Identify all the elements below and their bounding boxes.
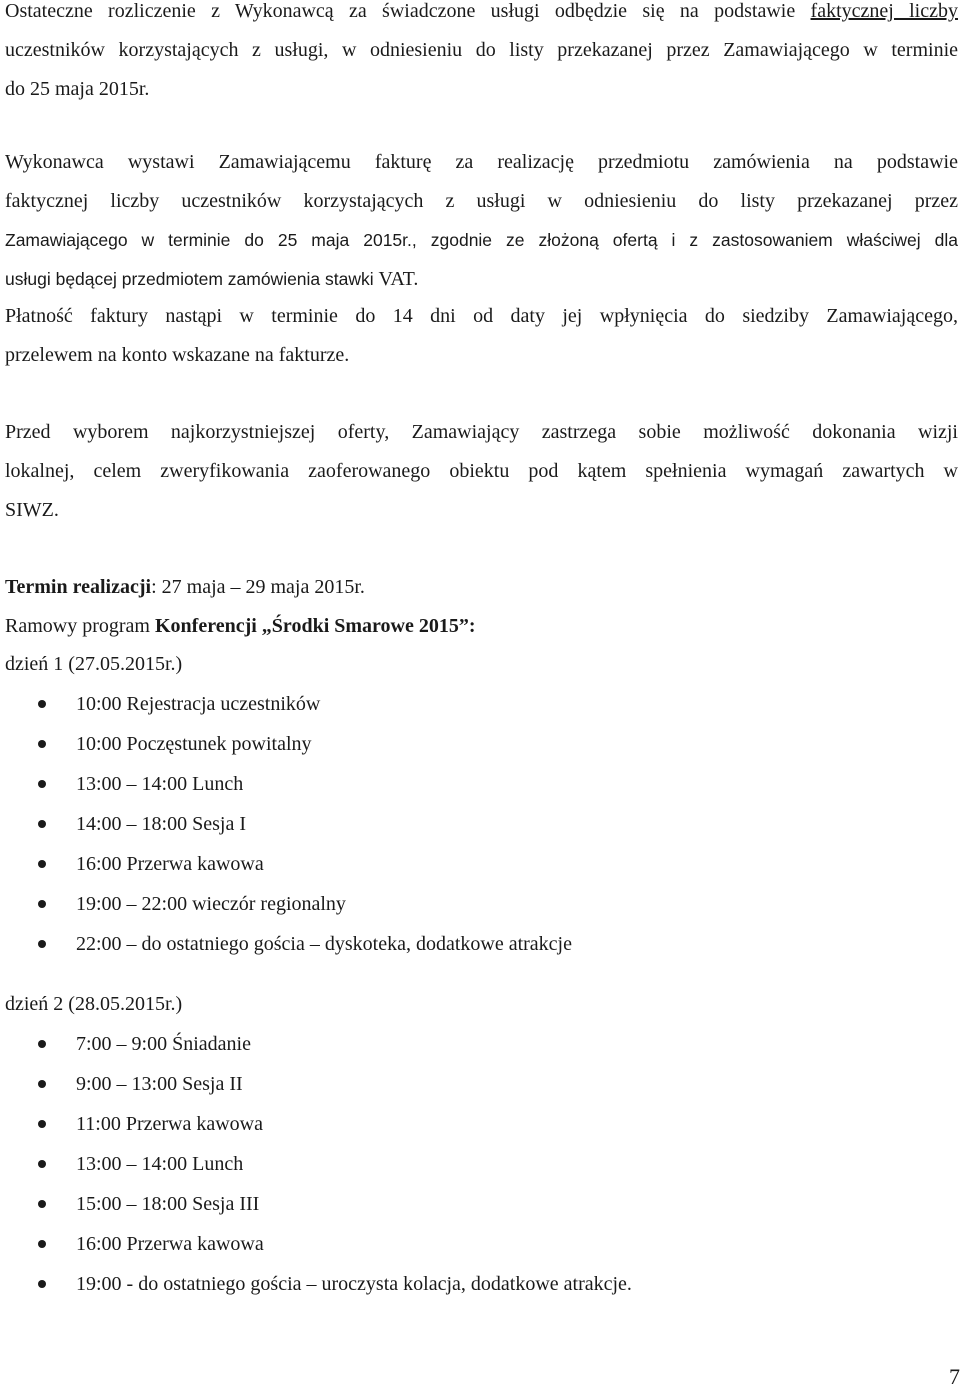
- list-item: 10:00 Poczęstunek powitalny: [0, 729, 572, 769]
- invoice-line-2: faktycznej liczby uczestników korzystających z usługi w odniesieniu do listy przekazanej przez: [5, 190, 958, 212]
- settlement-line-2: uczestników korzystających z usługi, w odniesieniu do listy przekazanej przez Zamawiającego w terminie: [5, 39, 958, 61]
- payment-line-2: przelewem na konto wskazane na fakturze.: [5, 344, 350, 366]
- day2-heading: dzień 2 (28.05.2015r.): [5, 993, 183, 1015]
- paragraph-settlement: [5, 0, 958, 109]
- list-item: 16:00 Przerwa kawowa: [0, 849, 572, 889]
- bullet-icon: [38, 1200, 46, 1208]
- bullet-icon: [38, 940, 46, 948]
- list-item: 9:00 – 13:00 Sesja II: [0, 1069, 632, 1109]
- list-item: 19:00 – 22:00 wieczór regionalny: [0, 889, 572, 929]
- invoice-line-4b: VAT.: [378, 268, 419, 290]
- day2-schedule: [0, 1029, 632, 1309]
- list-item: 16:00 Przerwa kawowa: [0, 1229, 632, 1269]
- site-visit-line-2: lokalnej, celem zweryfikowania zaoferowanego obiektu pod kątem spełnienia wymagań zawartych w: [5, 460, 958, 482]
- bullet-icon: [38, 1120, 46, 1128]
- payment-line-1: Płatność faktury nastąpi w terminie do 14 dni od daty jej wpłynięcia do siedziby Zamawiającego,: [5, 305, 958, 327]
- term-label: Termin realizacji: [5, 576, 152, 598]
- program-line: [5, 611, 476, 641]
- bullet-icon: [38, 780, 46, 788]
- list-item: 10:00 Rejestracja uczestników: [0, 689, 572, 729]
- list-item: 13:00 – 14:00 Lunch: [0, 1149, 632, 1189]
- bullet-icon: [38, 860, 46, 868]
- settlement-underlined: faktycznej liczby: [810, 0, 958, 22]
- settlement-line-3: do 25 maja 2015r.: [5, 78, 150, 100]
- page-number: 7: [949, 1364, 960, 1389]
- list-item: 14:00 – 18:00 Sesja I: [0, 809, 572, 849]
- bullet-icon: [38, 1040, 46, 1048]
- program-prefix: Ramowy program: [5, 615, 155, 637]
- term-line: [5, 572, 365, 602]
- paragraph-site-visit: [5, 413, 958, 530]
- list-item: 19:00 - do ostatniego gościa – uroczysta kolacja, dodatkowe atrakcje.: [0, 1269, 632, 1309]
- bullet-icon: [38, 820, 46, 828]
- site-visit-line-1: Przed wyborem najkorzystniejszej oferty, Zamawiający zastrzega sobie możliwość dokonania wizji: [5, 421, 958, 443]
- bullet-icon: [38, 900, 46, 908]
- term-value: : 27 maja – 29 maja 2015r.: [151, 576, 365, 598]
- invoice-line-1: Wykonawca wystawi Zamawiającemu fakturę za realizację przedmiotu zamówienia na podstawie: [5, 151, 958, 173]
- list-item: 15:00 – 18:00 Sesja III: [0, 1189, 632, 1229]
- site-visit-line-3: SIWZ.: [5, 499, 59, 521]
- day1-heading: dzień 1 (27.05.2015r.): [5, 653, 183, 675]
- list-item: 13:00 – 14:00 Lunch: [0, 769, 572, 809]
- list-item: 7:00 – 9:00 Śniadanie: [0, 1029, 632, 1069]
- list-item: 22:00 – do ostatniego gościa – dyskoteka, dodatkowe atrakcje: [0, 929, 572, 969]
- bullet-icon: [38, 1160, 46, 1168]
- settlement-line-1: Ostateczne rozliczenie z Wykonawcą za świadczone usługi odbędzie się na podstawie: [5, 0, 811, 22]
- bullet-icon: [38, 740, 46, 748]
- bullet-icon: [38, 1240, 46, 1248]
- list-item: 11:00 Przerwa kawowa: [0, 1109, 632, 1149]
- bullet-icon: [38, 1280, 46, 1288]
- paragraph-payment: [5, 297, 958, 375]
- day1-schedule: [0, 689, 572, 969]
- invoice-line-4a: usługi będącej przedmiotem zamówienia stawki: [5, 269, 379, 289]
- invoice-line-3a: Zamawiającego w terminie do 25 maja 2015r.: [5, 230, 412, 250]
- bullet-icon: [38, 700, 46, 708]
- bullet-icon: [38, 1080, 46, 1088]
- invoice-line-3b: , zgodnie ze złożoną ofertą i z zastosowaniem właściwej dla: [411, 230, 958, 250]
- program-title: Konferencji „Środki Smarowe 2015”:: [154, 615, 476, 637]
- paragraph-invoice: [5, 143, 958, 299]
